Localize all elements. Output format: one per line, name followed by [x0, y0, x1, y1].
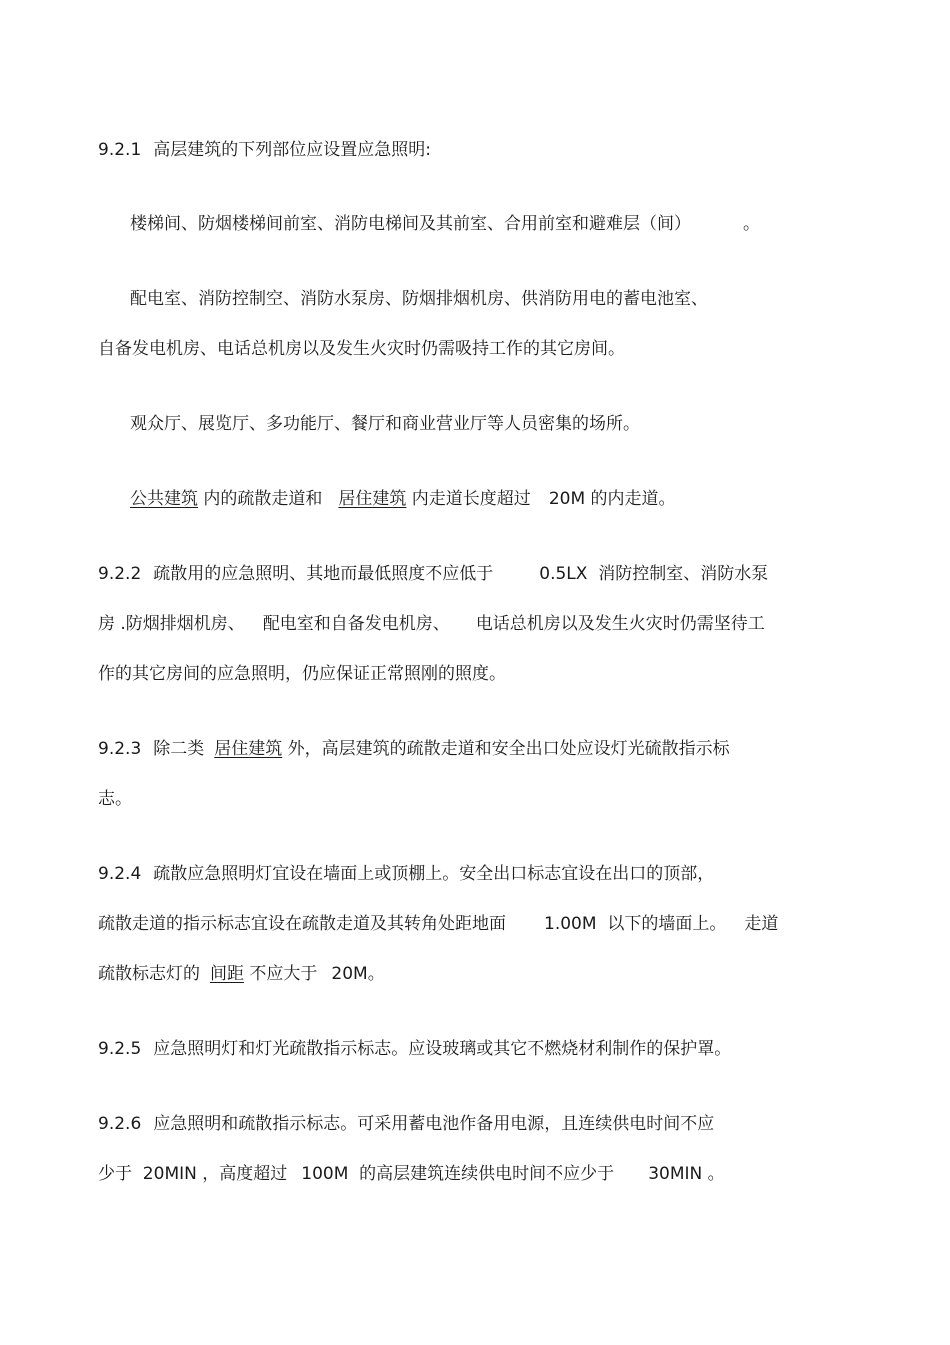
section-number: 9.2.3 — [98, 739, 142, 759]
section-number: 9.2.1 — [98, 140, 142, 160]
section-9-2-1-item-4 — [130, 489, 676, 509]
line-text: 疏散走道的指示标志宜设在疏散走道及其转角处距地面 — [98, 914, 506, 934]
section-9-2-1-item-2-line-2: 自备发电机房、电话总机房以及发生火灾时仍需吸持工作的其它房间。 — [98, 339, 625, 359]
line-text: 0.5LX 消防控制室、消防水泵 — [539, 564, 769, 584]
section-9-2-2-line-3: 作的其它房间的应急照明，仍应保证正常照刚的照度。 — [98, 664, 506, 684]
section-9-2-4-line-1 — [98, 864, 714, 884]
line-text: 外，高层建筑的疏散走道和安全出口处应设灯光硫散指示标 — [282, 739, 730, 759]
section-9-2-5 — [98, 1039, 731, 1059]
length-value: 20M — [548, 489, 586, 509]
section-9-2-3-line-2: 志。 — [98, 789, 132, 809]
section-9-2-4-line-3 — [98, 964, 385, 984]
section-number: 9.2.5 — [98, 1039, 142, 1059]
item-text: 内走道长度超过 — [406, 489, 531, 509]
section-number: 9.2.2 — [98, 564, 142, 584]
line-text: 疏散标志灯的 — [98, 964, 200, 984]
section-9-2-4-line-2 — [98, 914, 778, 934]
section-number: 9.2.4 — [98, 864, 142, 884]
item-text: 的内走道。 — [585, 489, 676, 509]
line-text: 配电室和自备发电机房、 — [262, 614, 450, 634]
line-text: 电话总机房以及发生火灾时仍需坚待工 — [475, 614, 765, 634]
line-text: 应急照明和疏散指示标志。可采用蓄电池作备用电源，且连续供电时间不应 — [153, 1114, 715, 1134]
line-text: 100M 的高层建筑连续供电时间不应少于 — [301, 1164, 615, 1184]
section-9-2-3-line-1 — [98, 739, 730, 759]
section-9-2-1-item-1 — [130, 214, 760, 234]
section-9-2-6-line-2 — [98, 1164, 725, 1184]
section-number: 9.2.6 — [98, 1114, 142, 1134]
item-end: 。 — [743, 214, 760, 234]
line-text: 20M。 — [331, 964, 385, 984]
spacing-link[interactable]: 间距 — [210, 964, 244, 984]
residential-building-link[interactable]: 居住建筑 — [214, 739, 283, 759]
section-9-2-2-line-2 — [98, 614, 765, 634]
line-text: 疏散用的应急照明、其地而最低照度不应低于 — [153, 564, 494, 584]
line-text: 疏散应急照明灯宜设在墙面上或顶棚上。安全出口标志宜设在出口的顶部， — [153, 864, 715, 884]
section-text: 高层建筑的下列部位应设置应急照明: — [153, 140, 431, 160]
section-9-2-1-item-3: 观众厅、展览厅、多功能厅、餐厅和商业营业厅等人员密集的场所。 — [130, 414, 640, 434]
line-text: 房 .防烟排烟机房、 — [98, 614, 245, 634]
section-9-2-1-heading — [98, 140, 431, 160]
item-text: 楼梯间、防烟楼梯间前室、消防电梯间及其前室、合用前室和避难层（间） — [130, 214, 691, 234]
line-text: 1.00M 以下的墙面上。 — [544, 914, 727, 934]
line-text: 除二类 — [153, 739, 205, 759]
section-9-2-2-line-1 — [98, 564, 768, 584]
section-9-2-6-line-1 — [98, 1114, 714, 1134]
item-text: 内的疏散走道和 — [198, 489, 323, 509]
line-text: 30MIN 。 — [648, 1164, 725, 1184]
line-text: 不应大于 — [244, 964, 318, 984]
section-text: 应急照明灯和灯光疏散指示标志。应设玻璃或其它不燃烧材利制作的保护罩。 — [153, 1039, 732, 1059]
section-9-2-1-item-2-line-1: 配电室、消防控制空、消防水泵房、防烟排烟机房、供消防用电的蓄电池室、 — [130, 289, 708, 309]
public-building-link[interactable]: 公共建筑 — [130, 489, 198, 509]
residential-building-link[interactable]: 居住建筑 — [338, 489, 407, 509]
line-text: 少于 20MIN ，高度超过 — [98, 1164, 288, 1184]
line-text: 走道 — [744, 914, 779, 934]
